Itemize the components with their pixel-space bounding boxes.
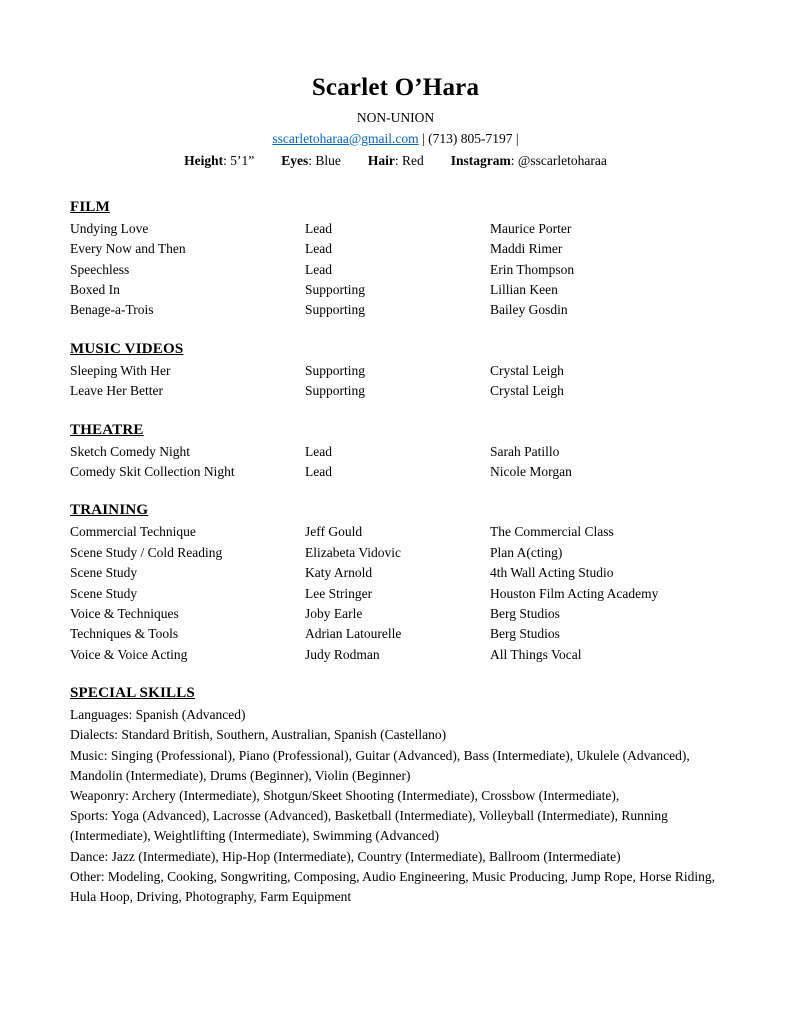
page-title: Scarlet O’Hara [311,74,480,101]
section-music-videos [70,340,721,402]
credit-row [70,361,721,381]
studio: Plan A(cting) [490,544,563,560]
role: Lead [305,220,332,236]
stat-eyes-label: Eyes [281,152,309,168]
credit-name: Maurice Porter [490,220,572,236]
role: Lead [305,261,332,277]
skill-line-sports: Sports: Yoga (Advanced), Lacrosse (Advanced), Basketball (Intermediate), Volleyball (Intermediate), Running (Intermediate), Weightlifting (Intermediate), Swimming (Advanced) [70,808,668,844]
stat-hair-value: : Red [394,152,424,168]
section-film [70,198,721,321]
studio: All Things Vocal [490,646,582,662]
instructor: Joby Earle [305,606,363,622]
credit-name: Crystal Leigh [490,362,564,378]
training-subject: Scene Study [70,565,138,581]
credit-row [70,219,721,239]
credit-name: Bailey Gosdin [490,302,568,318]
instructor: Judy Rodman [305,646,380,662]
instructor: Adrian Latourelle [305,626,402,642]
training-subject: Voice & Techniques [70,606,179,622]
skill-line-languages: Languages: Spanish (Advanced) [70,707,246,723]
section-title-theatre: THEATRE [70,421,144,438]
project-title: Undying Love [70,220,149,236]
training-subject: Voice & Voice Acting [70,646,188,662]
phone-number: (713) 805-7197 [428,130,513,146]
stat-instagram [451,153,607,169]
stat-height [184,153,254,169]
credit-name: Erin Thompson [490,261,575,277]
contact-trailing-bar: | [512,130,519,146]
project-title: Benage-a-Trois [70,302,154,318]
stat-height-value: : 5’1” [223,152,255,168]
role: Lead [305,443,332,459]
project-title: Speechless [70,261,130,277]
training-subject: Techniques & Tools [70,626,179,642]
union-status: NON-UNION [356,109,435,125]
instructor: Lee Stringer [305,585,373,601]
stat-instagram-value: : @sscarletoharaa [510,152,607,168]
section-title-special-skills: SPECIAL SKILLS [70,685,195,702]
skill-line-music: Music: Singing (Professional), Piano (Professional), Guitar (Advanced), Bass (Intermediate), Ukulele (Advanced), Mandolin (Intermediate), Drums (Beginner), Violin (Beginner) [70,747,690,783]
role: Lead [305,464,332,479]
skill-line-weaponry: Weaponry: Archery (Intermediate), Shotgun/Skeet Shooting (Intermediate), Crossbow (Intermediate), [70,788,620,804]
credit-row [70,584,721,604]
credit-name: Maddi Rimer [490,241,563,257]
credit-name: Lillian Keen [490,281,558,297]
section-training [70,501,721,665]
training-subject: Scene Study / Cold Reading [70,544,223,560]
credit-row [70,300,721,320]
role: Lead [305,241,332,257]
special-skills-list [70,705,721,907]
credit-row [70,645,721,665]
credit-row [70,522,721,542]
section-title-film: FILM [70,198,110,215]
stat-instagram-label: Instagram [450,152,511,168]
skill-line-other: Other: Modeling, Cooking, Songwriting, Composing, Audio Engineering, Music Producing, Jump Rope, Horse Riding, Hula Hoop, Driving, Photography, Farm Equipment [70,868,715,905]
credit-row [70,239,721,259]
section-special-skills [70,684,721,907]
stat-eyes-value: : Blue [308,152,341,168]
contact-separator: | [418,130,429,146]
resume-header [70,74,721,169]
role: Supporting [305,281,366,297]
instructor: Elizabeta Vidovic [305,544,402,560]
stat-hair [368,153,424,169]
project-title: Boxed In [70,281,120,297]
credit-row [70,442,721,462]
contact-line [70,131,721,147]
training-subject: Commercial Technique [70,524,196,540]
email-link[interactable]: sscarletoharaa@gmail.com [272,130,419,146]
credit-row [70,604,721,624]
stat-hair-label: Hair [367,152,395,168]
credit-row [70,280,721,300]
role: Supporting [305,302,366,318]
instructor: Katy Arnold [305,565,373,581]
credit-row [70,260,721,280]
studio: Berg Studios [490,606,560,622]
skill-line-dialects: Dialects: Standard British, Southern, Australian, Spanish (Castellano) [70,727,447,743]
studio: 4th Wall Acting Studio [490,565,614,581]
section-theatre [70,421,721,483]
role: Supporting [305,362,366,378]
instructor: Jeff Gould [305,524,363,540]
credit-name: Nicole Morgan [490,464,572,479]
training-subject: Scene Study [70,585,138,601]
section-title-music-videos: MUSIC VIDEOS [70,340,184,357]
credit-name: Crystal Leigh [490,383,564,399]
role: Supporting [305,383,366,399]
project-title: Comedy Skit Collection Night [70,464,235,479]
project-title: Sleeping With Her [70,362,171,378]
credit-name: Sarah Patillo [490,443,560,459]
credit-row [70,381,721,401]
studio: Berg Studios [490,626,560,642]
credit-row [70,624,721,644]
stats-line [70,153,721,169]
project-title: Every Now and Then [70,241,186,257]
section-title-training: TRAINING [70,502,149,519]
credit-row [70,462,721,482]
studio: Houston Film Acting Academy [490,585,659,601]
project-title: Leave Her Better [70,383,163,399]
credit-row [70,543,721,563]
stat-eyes [281,153,341,169]
credit-row [70,563,721,583]
skill-line-dance: Dance: Jazz (Intermediate), Hip-Hop (Intermediate), Country (Intermediate), Ballroom (Intermediate) [70,848,621,864]
studio: The Commercial Class [490,524,614,540]
stat-height-label: Height [184,152,224,168]
project-title: Sketch Comedy Night [70,443,190,459]
